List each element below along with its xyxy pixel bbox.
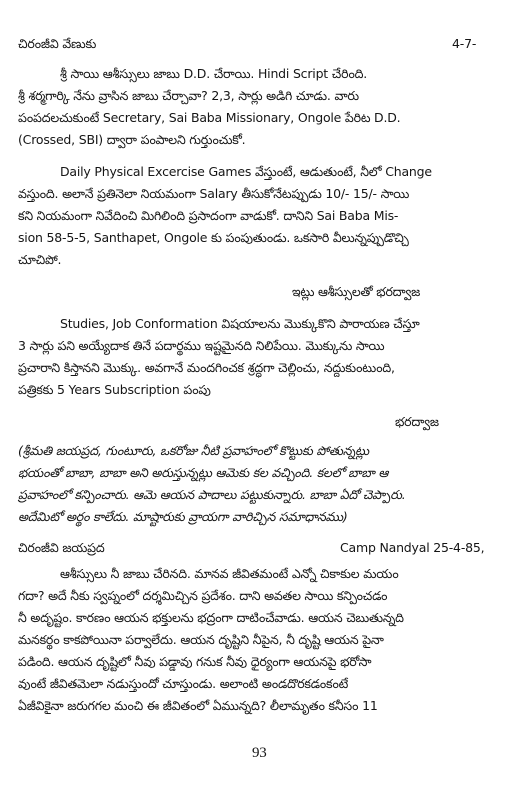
- letter2-line: ప్రచారాని కిస్తానని మొక్కు. అవగానే మందగించక శ్రద్ధగా చెల్లించు, నద్దుకుంటుంది,: [18, 360, 395, 375]
- letter2-line: పత్రికకు 5 Years Subscription పంపు: [18, 382, 211, 397]
- letter2-line: Studies, Job Conformation విషయాలను మొక్కుకొని పారాయణ చేస్తూ: [60, 316, 420, 331]
- signoff: ఇట్లు ఆశీస్సులతో భరద్వాజ: [292, 284, 421, 299]
- letter1-line: sion 58-5-5, Santhapet, Ongole కు పంపుతుండు. ఒకసారి వీలున్నప్పుడొచ్చి: [18, 230, 409, 245]
- signoff: భరద్వాజ: [395, 414, 439, 429]
- letter3-line: గదా? అదే నీకు స్వప్నంలో దర్శమిచ్చిన ప్రదేశం. దాని అవతల సాయి కన్పించడం: [18, 588, 388, 603]
- letter3-line: వుంటే జీవితమెలా నడుస్తుందో చూస్తుండు. అలాంటి అండదొరకడంకంటే: [18, 676, 349, 691]
- letter1-line: శ్రీ సాయి ఆశీస్సులు జాబు D.D. చేరాయి. Hindi Script చేరింది.: [60, 66, 368, 81]
- letter1-line: Daily Physical Excercise Games వేస్తుంటే, ఆడుతుంటే, నీలో Change: [60, 164, 432, 179]
- letter1-line: చూచిపో.: [18, 252, 62, 267]
- letter3-line: ఏజీవికైనా జరుగగల మంచి ఈ జీవితంలో ఏమున్నది? లీలామృతం కనీసం 11: [18, 698, 378, 713]
- letter1-line: కని నియమంగా నివేదించి మిగిలింది ప్రసాదంగా వాడుకో. దానిని Sai Baba Mis-: [18, 208, 399, 223]
- letter1-line: వస్తుంది. అలానే ప్రతినెలా నియమంగా Salary తీసుకోనేటప్పుడు 10/- 15/- సాయి: [18, 186, 410, 201]
- place-date: Camp Nandyal 25-4-85,: [340, 540, 485, 555]
- note-line: భయంతో బాబా, బాబా అని అరుస్తున్నట్లు ఆమెకు కల వచ్చింది. కలలో బాబా ఆ: [18, 465, 389, 480]
- letter3-line: నీ అదృష్టం. కారణం ఆయన భక్తులను భద్రంగా దాటించేవాడు. ఆయన చెబుతున్నది: [18, 610, 404, 625]
- page-number: 93: [252, 745, 267, 761]
- letter1-line: శ్రీ శర్మగార్కి నేను వ్రాసిన జాబు చేర్చావా? 2,3, సార్లు అడిగి చూడు. వారు: [18, 88, 359, 103]
- note-line: ప్రవాహంలో కన్పించారు. ఆమె ఆయన పాదాలు పట్టుకున్నారు. బాబా ఏదో చెప్పారు.: [18, 487, 406, 502]
- salutation: చిరంజీవి వేణుకు: [18, 36, 97, 51]
- letter1-line: (Crossed, SBI) ద్వారా పంపాలని గుర్తుంచుకో.: [18, 132, 246, 147]
- note-line: (శ్రీమతి జయప్రద, గుంటూరు, ఒకరోజు నీటి ప్రవాహంలో కొట్టుకు పోతున్నట్లు: [18, 443, 369, 458]
- letter3-line: పడింది. ఆయన దృష్టిలో నీవు పడ్డావు గనుక నీవు ధైర్యంగా ఆయనపై భరోసా: [18, 654, 372, 669]
- note-line: అదేమిటో అర్థం కాలేదు. మాష్టారుకు వ్రాయగా వారిచ్చిన సమాధానము): [18, 509, 348, 524]
- date: 4-7-: [452, 36, 477, 51]
- letter3-line: ఆశీస్సులు నీ జాబు చేరినది. మానవ జీవితమంటే ఎన్నో చికాకుల మయం: [60, 566, 399, 581]
- letter2-line: 3 సార్లు పని అయ్యేదాక తినే పదార్థము ఇష్టమైనది నిలిపేయి. మొక్కును సాయి: [18, 338, 385, 353]
- letter1-line: పంపదలచుకుంటే Secretary, Sai Baba Missionary, Ongole పేరిట D.D.: [18, 110, 401, 125]
- letter3-line: మనకర్థం కాకపోయినా పర్వాలేదు. ఆయన దృష్టిని నీపైన, నీ దృష్టి ఆయన పైనా: [18, 632, 384, 647]
- salutation: చిరంజీవి జయప్రద: [18, 540, 105, 555]
